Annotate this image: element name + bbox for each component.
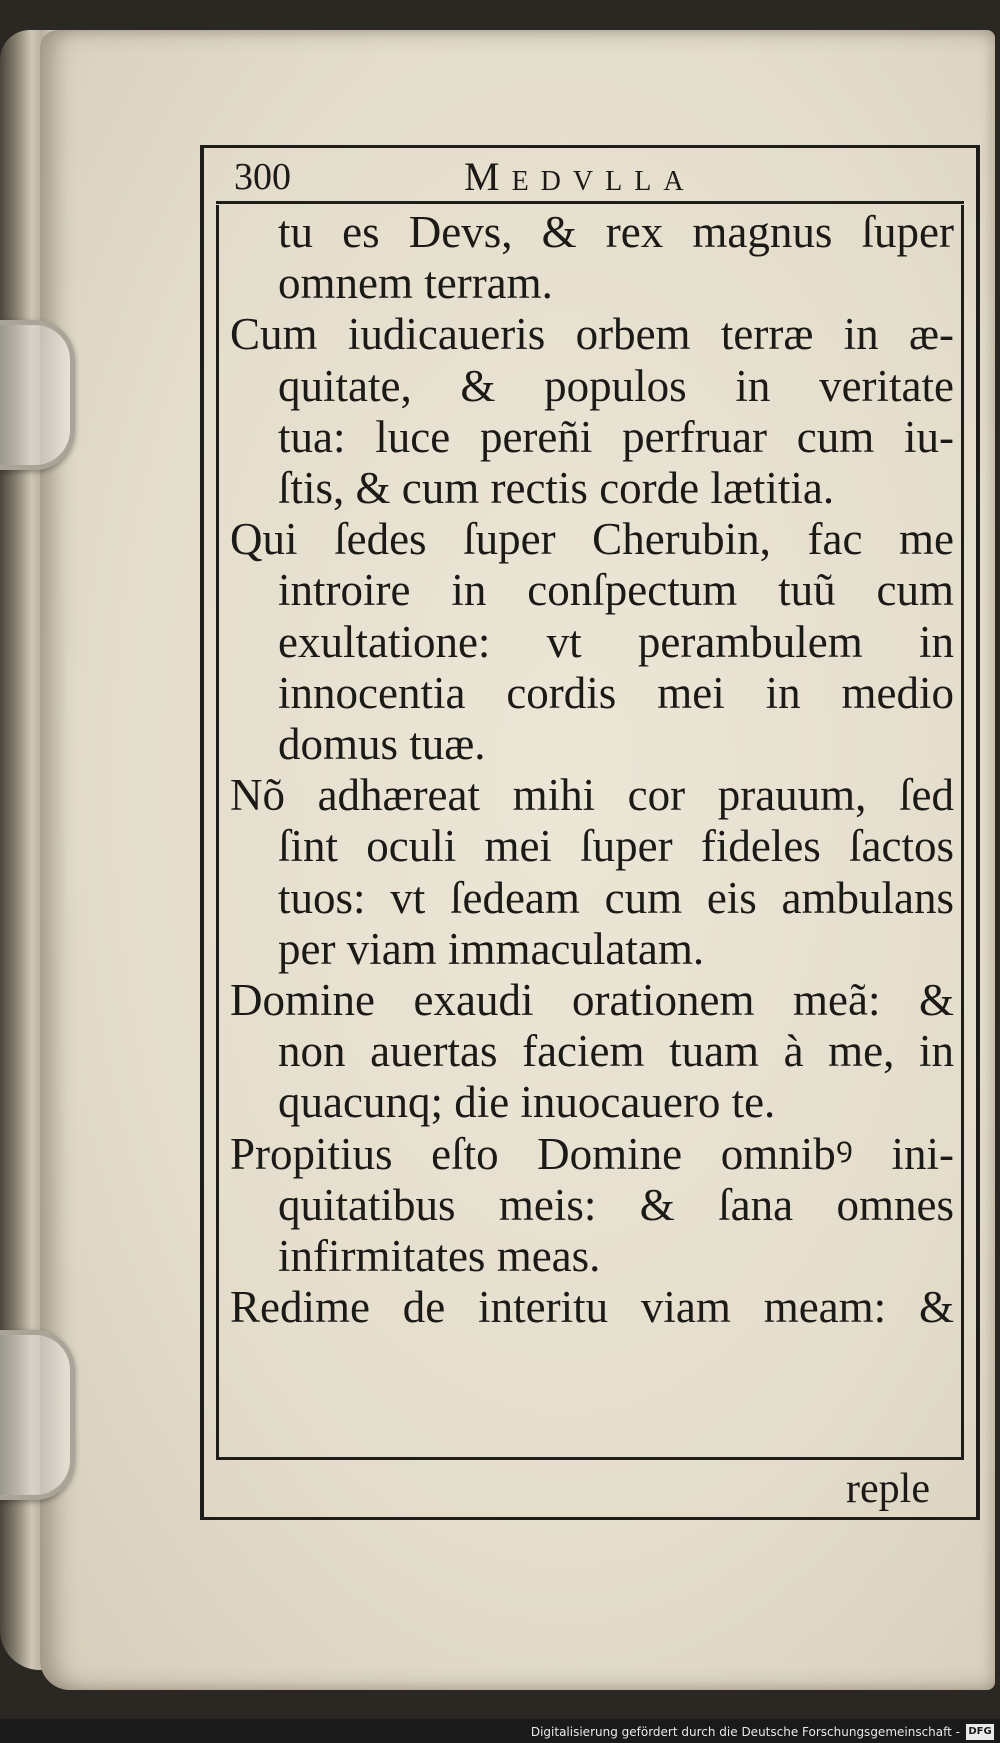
page-number: 300 bbox=[234, 156, 291, 198]
text-line: tuos: vt ſedeam cum eis ambulans bbox=[278, 872, 954, 923]
digitization-credit: Digitalisierung gefördert durch die Deutsche Forschungsgemeinschaft - bbox=[530, 1725, 960, 1739]
text-line: per viam immaculatam. bbox=[278, 923, 705, 974]
text-line: Redime de interitu viam meam: & bbox=[230, 1282, 954, 1333]
frame-border-top bbox=[200, 145, 980, 148]
text-line: introire in conſpectum tuũ cum bbox=[278, 565, 954, 616]
text-line: ſint oculi mei ſuper fideles ſactos bbox=[278, 821, 954, 872]
header-rule bbox=[216, 201, 964, 204]
text-line: non auertas faciem tuam à me, in bbox=[278, 1026, 954, 1077]
text-line: Domine exaudi orationem meã: & bbox=[230, 975, 954, 1026]
text-line: quitatibus meis: & ſana omnes bbox=[278, 1179, 954, 1230]
text-line: omnem terram. bbox=[278, 258, 553, 309]
text-line: tua: luce pereñi perfruar cum iu- bbox=[278, 411, 954, 462]
dfg-logo: DFG bbox=[966, 1724, 994, 1740]
running-title: Medvlla bbox=[464, 154, 696, 199]
text-line: quitate, & populos in veritate bbox=[278, 360, 954, 411]
frame-border-right bbox=[976, 145, 980, 1520]
footer-rule bbox=[216, 1457, 964, 1460]
body-text bbox=[230, 207, 954, 1333]
text-line: ſtis, & cum rectis corde lætitia. bbox=[278, 463, 835, 514]
text-line: infirmitates meas. bbox=[278, 1231, 601, 1282]
catchword: reple bbox=[846, 1466, 930, 1512]
page-frame bbox=[200, 145, 980, 1520]
frame-border-left bbox=[200, 145, 204, 1520]
page-clip-top bbox=[0, 320, 75, 470]
text-line: Propitius eſto Domine omnibꝰ ini- bbox=[230, 1128, 954, 1179]
text-line: domus tuæ. bbox=[278, 719, 486, 770]
inner-rule-left bbox=[216, 205, 219, 1460]
text-line: exultatione: vt perambulem in bbox=[278, 616, 954, 667]
text-line: innocentia cordis mei in medio bbox=[278, 667, 954, 718]
text-line: Qui ſedes ſuper Cherubin, fac me bbox=[230, 514, 954, 565]
page-clip-bottom bbox=[0, 1330, 75, 1500]
frame-border-bottom bbox=[200, 1517, 980, 1520]
text-line: Cum iudicaueris orbem terræ in æ- bbox=[230, 309, 954, 360]
text-line: tu es Devs, & rex magnus ſuper bbox=[278, 207, 954, 257]
footer-band bbox=[0, 1719, 1000, 1743]
text-line: quacunq; die inuocauero te. bbox=[278, 1077, 776, 1128]
text-line: Nõ adhæreat mihi cor prauum, ſed bbox=[230, 770, 954, 821]
inner-rule-right bbox=[961, 205, 964, 1460]
page-header bbox=[234, 149, 946, 199]
